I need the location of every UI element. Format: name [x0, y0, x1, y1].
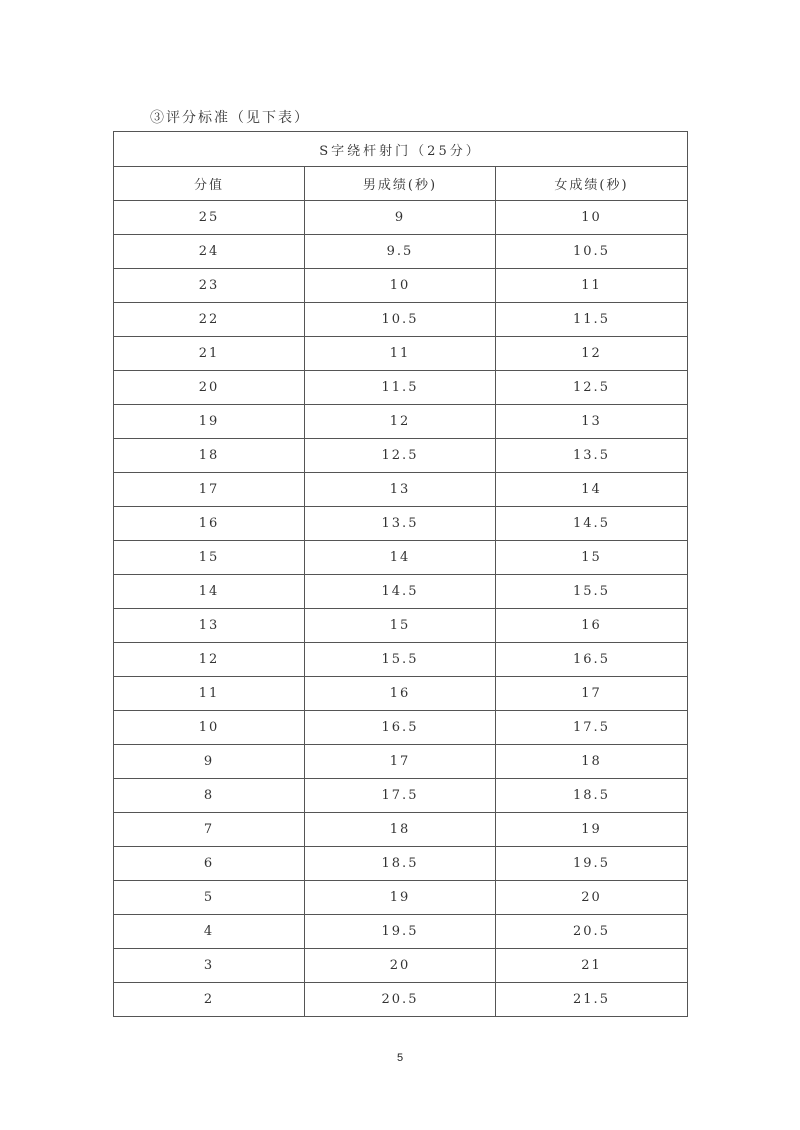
female-time-cell: 17 [496, 677, 688, 711]
score-cell: 18 [114, 439, 305, 473]
table-row [114, 847, 688, 881]
female-time-cell: 10 [496, 201, 688, 235]
table-row [114, 779, 688, 813]
female-time-cell: 14.5 [496, 507, 688, 541]
table-row [114, 711, 688, 745]
table-row [114, 269, 688, 303]
score-cell: 20 [114, 371, 305, 405]
score-cell: 7 [114, 813, 305, 847]
table-title-row [114, 132, 688, 167]
male-time-cell: 17.5 [305, 779, 496, 813]
table-row [114, 405, 688, 439]
score-cell: 15 [114, 541, 305, 575]
score-cell: 8 [114, 779, 305, 813]
score-cell: 10 [114, 711, 305, 745]
table-row [114, 813, 688, 847]
table-row [114, 337, 688, 371]
male-time-cell: 9 [305, 201, 496, 235]
female-time-cell: 18.5 [496, 779, 688, 813]
female-time-cell: 21 [496, 949, 688, 983]
table-row [114, 235, 688, 269]
female-time-cell: 20.5 [496, 915, 688, 949]
female-time-cell: 19 [496, 813, 688, 847]
male-time-cell: 9.5 [305, 235, 496, 269]
score-cell: 5 [114, 881, 305, 915]
table-row [114, 439, 688, 473]
male-time-cell: 13 [305, 473, 496, 507]
table-row [114, 677, 688, 711]
score-cell: 24 [114, 235, 305, 269]
table-row [114, 881, 688, 915]
table-row [114, 541, 688, 575]
table-row [114, 201, 688, 235]
female-time-cell: 17.5 [496, 711, 688, 745]
score-cell: 6 [114, 847, 305, 881]
page-number: 5 [396, 1052, 404, 1064]
female-time-cell: 15 [496, 541, 688, 575]
male-time-cell: 20 [305, 949, 496, 983]
table-row [114, 643, 688, 677]
score-cell: 19 [114, 405, 305, 439]
male-time-cell: 11.5 [305, 371, 496, 405]
table-row [114, 949, 688, 983]
score-cell: 2 [114, 983, 305, 1017]
male-time-cell: 17 [305, 745, 496, 779]
score-cell: 16 [114, 507, 305, 541]
column-header-score: 分值 [114, 167, 305, 201]
score-cell: 13 [114, 609, 305, 643]
male-time-cell: 13.5 [305, 507, 496, 541]
male-time-cell: 19 [305, 881, 496, 915]
score-cell: 21 [114, 337, 305, 371]
female-time-cell: 12 [496, 337, 688, 371]
female-time-cell: 14 [496, 473, 688, 507]
female-time-cell: 20 [496, 881, 688, 915]
female-time-cell: 12.5 [496, 371, 688, 405]
table-row [114, 983, 688, 1017]
table-title: S字绕杆射门（25分） [114, 132, 688, 167]
female-time-cell: 15.5 [496, 575, 688, 609]
score-cell: 12 [114, 643, 305, 677]
table-header-row [114, 167, 688, 201]
score-cell: 14 [114, 575, 305, 609]
male-time-cell: 18.5 [305, 847, 496, 881]
male-time-cell: 11 [305, 337, 496, 371]
female-time-cell: 13 [496, 405, 688, 439]
male-time-cell: 19.5 [305, 915, 496, 949]
score-cell: 25 [114, 201, 305, 235]
female-time-cell: 21.5 [496, 983, 688, 1017]
table-row [114, 575, 688, 609]
male-time-cell: 14 [305, 541, 496, 575]
male-time-cell: 16.5 [305, 711, 496, 745]
table-row [114, 507, 688, 541]
female-time-cell: 19.5 [496, 847, 688, 881]
score-cell: 3 [114, 949, 305, 983]
score-cell: 4 [114, 915, 305, 949]
male-time-cell: 12 [305, 405, 496, 439]
female-time-cell: 16 [496, 609, 688, 643]
table-row [114, 609, 688, 643]
table-row [114, 371, 688, 405]
score-cell: 22 [114, 303, 305, 337]
female-time-cell: 16.5 [496, 643, 688, 677]
table-row [114, 473, 688, 507]
table-row [114, 915, 688, 949]
score-cell: 17 [114, 473, 305, 507]
table-row [114, 745, 688, 779]
score-cell: 9 [114, 745, 305, 779]
score-cell: 11 [114, 677, 305, 711]
male-time-cell: 16 [305, 677, 496, 711]
male-time-cell: 10 [305, 269, 496, 303]
table-row [114, 303, 688, 337]
male-time-cell: 18 [305, 813, 496, 847]
score-cell: 23 [114, 269, 305, 303]
female-time-cell: 18 [496, 745, 688, 779]
female-time-cell: 13.5 [496, 439, 688, 473]
female-time-cell: 11 [496, 269, 688, 303]
section-caption: ③评分标准（见下表） [150, 110, 310, 126]
column-header-female-time: 女成绩(秒) [496, 167, 688, 201]
male-time-cell: 14.5 [305, 575, 496, 609]
male-time-cell: 15 [305, 609, 496, 643]
scoring-table [113, 131, 688, 1017]
column-header-male-time: 男成绩(秒) [305, 167, 496, 201]
female-time-cell: 10.5 [496, 235, 688, 269]
male-time-cell: 20.5 [305, 983, 496, 1017]
male-time-cell: 15.5 [305, 643, 496, 677]
table-body [114, 201, 688, 1017]
male-time-cell: 10.5 [305, 303, 496, 337]
male-time-cell: 12.5 [305, 439, 496, 473]
female-time-cell: 11.5 [496, 303, 688, 337]
